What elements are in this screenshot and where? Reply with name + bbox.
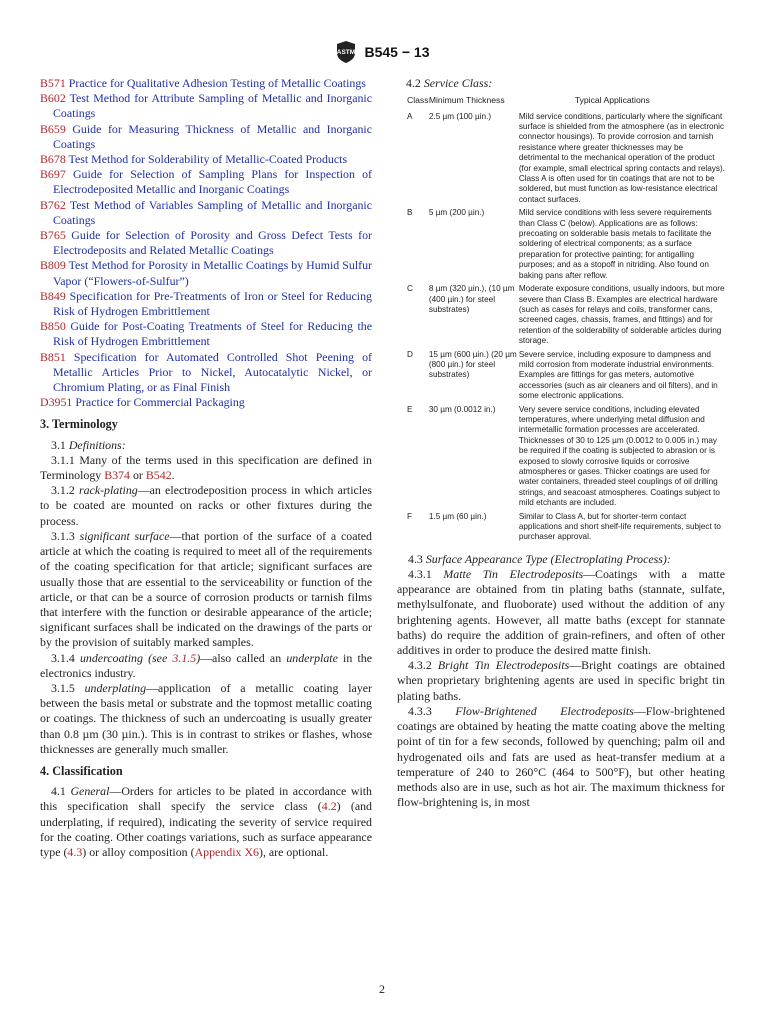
- reference-title[interactable]: Test Method of Variables Sampling of Metallic and Inorganic Coatings: [53, 197, 372, 227]
- reference-code[interactable]: B850: [40, 319, 66, 334]
- right-column: [397, 76, 725, 810]
- reference-item[interactable]: [40, 167, 372, 197]
- page-header: [0, 40, 764, 70]
- reference-code[interactable]: B571: [40, 76, 66, 90]
- cell-thickness: 8 µm (320 µin.), (10 µm (400 µin.) for steel substrates): [428, 284, 515, 314]
- service-class-table: [397, 95, 725, 546]
- header-class: Class: [407, 95, 429, 106]
- reference-code[interactable]: B602: [40, 91, 66, 106]
- cell-class: C: [407, 284, 413, 294]
- section-3-1-2: 3.1.2 rack-plating—an electrodeposition process in which articles to be coated are mounted on racks or other fixtures during the process.: [40, 483, 372, 528]
- section-3-1-1: 3.1.1 Many of the terms used in this specification are defined in Terminology B374 or B542.: [40, 452, 372, 483]
- reference-item[interactable]: [40, 76, 372, 91]
- cell-class: E: [407, 404, 413, 414]
- reference-title[interactable]: Test Method for Solderability of Metallic-Coated Products: [68, 152, 348, 167]
- header-minimum-thickness: Minimum Thickness: [428, 95, 505, 106]
- cell-application: Mild service conditions, particularly where the significant surface is shielded from the atmosphere (as in electronic connector housings). To provide corrosion and tarnish resistance where greater thicknesses may be detrimental to the mechanical operation of the product (for example, small electrical spring contacts and relays). Class A is often used for tin coatings that are not to be soldered, but must function as low-resistance electrical contact surfaces.: [518, 111, 725, 204]
- cell-class: D: [407, 349, 413, 359]
- section-3-heading: 3. Terminology: [40, 417, 118, 432]
- reference-code[interactable]: B851: [40, 349, 66, 364]
- section-3-1-3: 3.1.3 significant surface—that portion of the surface of a coated article at which the coating is required to meet all of the requirements of the coating specification for that article; significant surfaces are usually those that are essential to the serviceability or function of the article, or that can be a source of corrosion products or tarnish films that interfere with the function or desirable appearance of the article; significant surfaces shall be indicated on the drawings of the parts or by the provision of suitably marked samples.: [40, 528, 372, 650]
- cell-application: Severe service, including exposure to dampness and mild corrosion from moderate industrial environments. Examples are fittings for gas meters, automotive accessories (such as air cleaners and oil filters), and in some electronic applications.: [518, 349, 718, 401]
- cell-thickness: 15 µm (600 µin.) (20 µm (800 µin.) for steel substrates): [428, 349, 517, 380]
- reference-item[interactable]: [40, 258, 372, 288]
- svg-text:ASTM: ASTM: [336, 49, 355, 56]
- section-4-3-1: 4.3.1 Matte Tin Electrodeposits—Coatings with a matte appearance are obtained from tin plating baths (stannate, sulfate, methylsulfonate, and fluoborate) used without the addition of any brightening agents. However, all matte baths (except for stannate baths) do require the addition of grain-refiners, and often of other additives in order to produce the desired matte finish.: [397, 567, 725, 658]
- section-3-1-5: 3.1.5 underplating—application of a metallic coating layer between the basis metal or substrate and the topmost metallic coating or coatings. The thickness of such an undercoating is usually greater than 0.8 µm (30 µin.). This is in contrast to strikes or flashes, whose thicknesses are generally much smaller.: [40, 680, 372, 756]
- cell-thickness: 5 µm (200 µin.): [428, 208, 485, 218]
- reference-item[interactable]: [40, 122, 372, 152]
- reference-title[interactable]: Guide for Selection of Porosity and Gross Defect Tests for Electrodeposits and Related Metallic Coatings: [53, 228, 372, 258]
- section-3-1: 3.1 Definitions:: [51, 437, 126, 452]
- page-number: 2: [379, 982, 385, 996]
- reference-code[interactable]: B659: [40, 121, 66, 136]
- cell-class: B: [407, 208, 413, 218]
- reference-code[interactable]: B697: [40, 167, 66, 182]
- section-3-1-4: 3.1.4 undercoating (see 3.1.5)—also called an underplate in the electronics industry.: [40, 650, 372, 680]
- reference-code[interactable]: B809: [40, 258, 66, 273]
- section-4-3-3: 4.3.3 Flow-Brightened Electrodeposits—Flow-brightened coatings are obtained by heating the matte coating above the melting point of tin for a few seconds, followed by quenching; palm oil and hydrogenated oils and fats are used as heat-transfer medium at a temperature of 240 to 260°C (464 to 500°F), but other heating methods also are in use, such as hot air. The maximum thickness for flow-brightening is, in most: [397, 703, 725, 810]
- cell-application: Mild service conditions with less severe requirements than Class C (below). Applications are as follows: precoating on solderable basis metals to facilitate the soldering of electrical components; as a surface preparation for protective painting; for antigalling purposes; and as a stopoff in nitriding. Also found on baking pans after reflow.: [518, 208, 712, 280]
- link-4-3[interactable]: 4.3: [67, 844, 83, 859]
- reference-item[interactable]: [40, 350, 372, 396]
- section-4-heading: 4. Classification: [40, 763, 123, 778]
- section-4-1: 4.1 General—Orders for articles to be plated in accordance with this specification shall specify the service class (4.2) (and underplating, if required), indicating the severity of service required for the coating. Other coatings variations, such as surface appearance type (4.3) or alloy composition (Appendix X6), are optional.: [40, 784, 372, 859]
- reference-item[interactable]: [40, 289, 372, 319]
- document-id: B545 − 13: [364, 44, 430, 60]
- reference-title[interactable]: Practice for Qualitative Adhesion Testing of Metallic Coatings: [68, 76, 366, 90]
- reference-item[interactable]: [40, 198, 372, 228]
- reference-title[interactable]: Guide for Selection of Sampling Plans for Inspection of Electrodeposited Metallic and Inorganic Coatings: [53, 167, 372, 197]
- cell-thickness: 2.5 µm (100 µin.): [428, 111, 492, 121]
- link-3-1-5[interactable]: 3.1.5: [172, 650, 197, 665]
- reference-item[interactable]: [40, 152, 372, 167]
- link-appendix-x6[interactable]: Appendix X6: [194, 844, 259, 859]
- reference-item[interactable]: [40, 319, 372, 349]
- cell-application: Similar to Class A, but for shorter-term contact applications and short shelf-life requirements, subject to purchaser approval.: [518, 511, 721, 542]
- link-4-2[interactable]: 4.2: [321, 799, 337, 814]
- reference-title[interactable]: Specification for Pre-Treatments of Iron or Steel for Reducing Risk of Hydrogen Embrittlement: [53, 288, 372, 319]
- reference-title[interactable]: Guide for Measuring Thickness of Metallic and Inorganic Coatings: [53, 121, 372, 151]
- astm-logo-icon: [335, 40, 357, 64]
- cell-thickness: 1.5 µm (60 µin.): [428, 511, 487, 521]
- cell-class: F: [407, 511, 413, 521]
- reference-item[interactable]: [40, 91, 372, 121]
- reference-code[interactable]: B765: [40, 228, 66, 243]
- reference-title[interactable]: Test Method for Porosity in Metallic Coatings by Humid Sulfur Vapor (“Flowers-of-Sulfur”): [53, 258, 372, 288]
- reference-code[interactable]: D3951: [40, 395, 73, 410]
- table-header-row: [397, 95, 725, 111]
- reference-title[interactable]: Test Method for Attribute Sampling of Metallic and Inorganic Coatings: [53, 91, 372, 121]
- left-column: [40, 76, 372, 860]
- section-4-3: 4.3 Surface Appearance Type (Electroplating Process):: [408, 551, 671, 566]
- table-row: [397, 405, 725, 512]
- section-4-3-2: 4.3.2 Bright Tin Electrodeposits—Bright coatings are obtained when proprietary brightening agents are used in specific bright tin plating baths.: [397, 658, 725, 703]
- reference-list: [40, 76, 372, 410]
- reference-title[interactable]: Practice for Commercial Packaging: [75, 395, 245, 410]
- reference-code[interactable]: B762: [40, 197, 66, 212]
- cell-application: Moderate exposure conditions, usually indoors, but more severe than Class B. Examples are electrical hardware (such as cases for relays and coils, transformer cans, screened cages, chassis, frames, and fittings) and for retention of the solderability of solderable articles during storage.: [518, 284, 725, 346]
- reference-item[interactable]: [40, 228, 372, 258]
- table-row: [397, 512, 725, 546]
- table-row: [397, 350, 725, 405]
- section-4-2: 4.2 Service Class:: [406, 76, 493, 90]
- table-row: [397, 208, 725, 284]
- cell-application: Very severe service conditions, including elevated temperatures, where underlying metal diffusion and intermetallic formation processes are accelerated. Thicknesses of 30 to 125 µm (0.0012 to 0.005 in.) may be required if the coating is subjected to abrasion or is exposed to slowly corrosive liquids or corrosive atmospheres or gases. Thicker coatings are used for water containers, threaded steel couplings of oil drilling strings, and seacoast atmospheres. Coatings subject to mild etchants are included.: [518, 404, 720, 508]
- reference-code[interactable]: B678: [40, 152, 66, 167]
- reference-item[interactable]: [40, 395, 372, 410]
- link-b374[interactable]: B374: [104, 468, 131, 483]
- header-typical-applications: Typical Applications: [574, 95, 650, 106]
- link-b542[interactable]: B542: [145, 468, 172, 483]
- reference-code[interactable]: B849: [40, 288, 66, 303]
- reference-title[interactable]: Guide for Post-Coating Treatments of Steel for Reducing the Risk of Hydrogen Embrittlement: [53, 319, 372, 349]
- cell-thickness: 30 µm (0.0012 in.): [428, 404, 496, 414]
- reference-title[interactable]: Specification for Automated Controlled Shot Peening of Metallic Articles Prior to Nickel, Autocatalytic Nickel, or Chromium Plating, or as Final Finish: [53, 349, 372, 395]
- table-row: [397, 284, 725, 349]
- table-row: [397, 112, 725, 209]
- cell-class: A: [407, 111, 413, 121]
